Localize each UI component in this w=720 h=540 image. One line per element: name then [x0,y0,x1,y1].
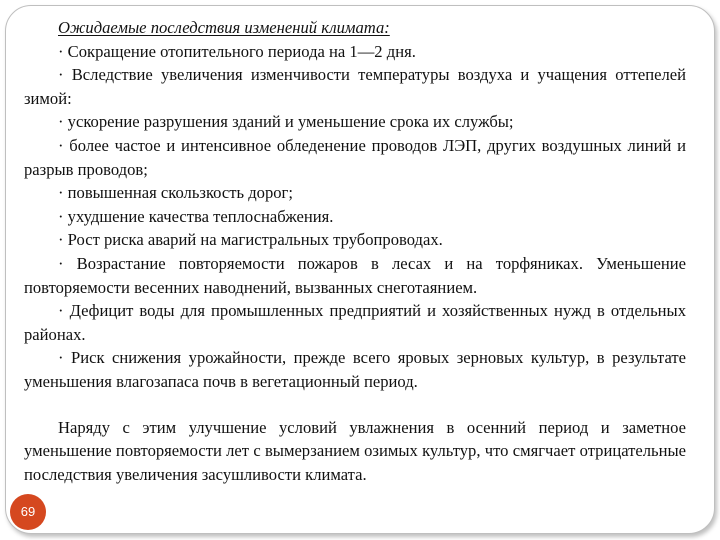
page-number-badge: 69 [10,494,46,530]
list-item: · Рост риска аварий на магистральных трубопроводах. [58,230,443,250]
list-item: · Дефицит воды для промышленных предприятий и хозяйственных нужд в отдельных районах. [24,301,686,344]
list-item: · Риск снижения урожайности, прежде всего яровых зерновых культур, в результате уменьшения влагозапаса почв в вегетационный период. [24,348,686,391]
list-item: · Вследствие увеличения изменчивости температуры воздуха и учащения оттепелей зимой: [24,65,686,108]
list-item: · Сокращение отопительного периода на 1—2 дня. [58,41,416,61]
list-item: · ухудшение качества теплоснабжения. [58,206,334,226]
list-item: · повышенная скользкость дорог; [58,183,293,203]
slide-title: Ожидаемые последствия изменений климата: [58,18,390,37]
conclusion-paragraph: Наряду с этим улучшение условий увлажнения в осенний период и заметное уменьшение повторяемости лет с вымерзанием озимых культур, что смягчает отрицательные последствия увеличения засушливости климата. [24,417,686,484]
list-item: · Возрастание повторяемости пожаров в лесах и на торфяниках. Уменьшение повторяемости весенних наводнений, вызванных снеготаянием. [24,253,686,297]
list-item: · ускорение разрушения зданий и уменьшение срока их службы; [58,112,514,132]
paragraph-spacer [24,394,686,416]
list-item: · более частое и интенсивное обледенение проводов ЛЭП, других воздушных линий и разрыв проводов; [24,135,686,179]
slide-content [24,16,686,486]
